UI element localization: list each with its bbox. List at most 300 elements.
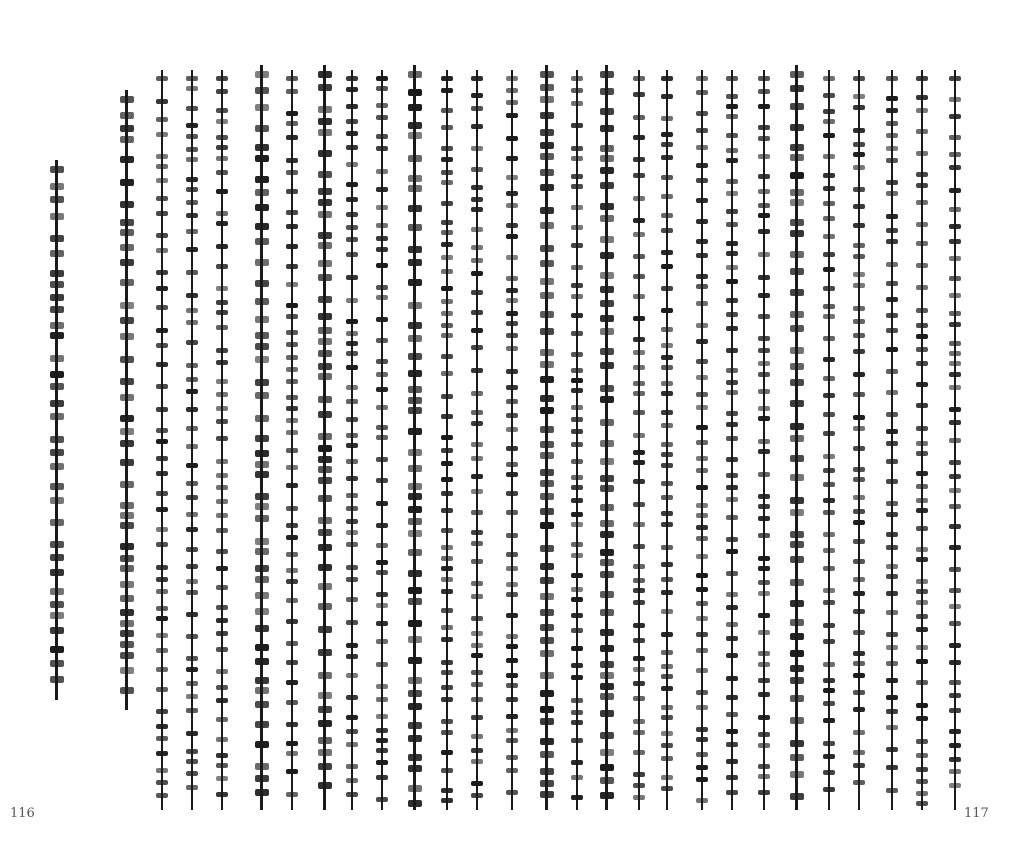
script-glyph [318, 749, 332, 756]
script-glyph [216, 776, 228, 781]
script-glyph [916, 484, 928, 489]
script-glyph [286, 535, 298, 540]
script-glyph [441, 88, 453, 93]
script-glyph [408, 735, 422, 742]
script-glyph [790, 556, 804, 563]
script-glyph [823, 76, 835, 81]
script-glyph [853, 283, 865, 288]
script-glyph [633, 623, 645, 628]
script-glyph [318, 84, 332, 91]
script-glyph [790, 695, 804, 702]
text-column [345, 70, 359, 810]
script-glyph [790, 189, 804, 196]
script-glyph [216, 528, 228, 533]
script-glyph [949, 188, 961, 193]
script-glyph [661, 664, 673, 669]
text-column [570, 70, 584, 810]
script-glyph [408, 302, 422, 309]
script-glyph [540, 441, 554, 448]
script-glyph [216, 89, 228, 94]
script-glyph [633, 391, 645, 396]
script-glyph [916, 680, 928, 685]
script-glyph [156, 736, 168, 741]
script-glyph [186, 731, 198, 736]
script-glyph [506, 369, 518, 374]
script-glyph [255, 189, 269, 196]
script-glyph [506, 491, 518, 496]
script-glyph [758, 406, 770, 411]
script-glyph [376, 236, 388, 241]
script-glyph [408, 722, 422, 729]
script-glyph [255, 71, 269, 78]
script-glyph [346, 673, 358, 678]
script-glyph [696, 616, 708, 621]
script-glyph [633, 667, 645, 672]
script-glyph [633, 460, 645, 465]
script-glyph [949, 504, 961, 509]
script-glyph [949, 604, 961, 609]
script-glyph [696, 219, 708, 224]
script-glyph [823, 109, 835, 114]
script-glyph [886, 545, 898, 550]
script-glyph [156, 507, 168, 512]
script-glyph [255, 677, 269, 684]
script-glyph [540, 71, 554, 78]
script-glyph [286, 641, 298, 646]
script-glyph [949, 97, 961, 102]
script-glyph [286, 418, 298, 423]
script-glyph [696, 90, 708, 95]
script-glyph [571, 243, 583, 248]
script-glyph [916, 659, 928, 664]
script-glyph [823, 393, 835, 398]
script-glyph [853, 426, 865, 431]
script-glyph [540, 637, 554, 644]
script-glyph [853, 477, 865, 482]
script-glyph [696, 323, 708, 328]
script-glyph [633, 588, 645, 593]
script-glyph [286, 619, 298, 624]
script-glyph [726, 222, 738, 227]
script-glyph [823, 304, 835, 309]
script-glyph [790, 541, 804, 548]
heading-column [600, 65, 614, 810]
script-glyph [949, 588, 961, 593]
script-stem [666, 70, 668, 810]
text-column [440, 70, 454, 810]
script-glyph [696, 554, 708, 559]
script-glyph [758, 472, 770, 477]
script-glyph [186, 495, 198, 500]
script-glyph [506, 446, 518, 451]
script-glyph [790, 793, 804, 800]
script-glyph [571, 174, 583, 179]
script-glyph [156, 793, 168, 798]
script-glyph [790, 199, 804, 206]
script-glyph [696, 727, 708, 732]
script-glyph [156, 248, 168, 253]
script-glyph [949, 135, 961, 140]
script-glyph [471, 368, 483, 373]
script-glyph [758, 89, 770, 94]
script-glyph [949, 311, 961, 316]
script-glyph [853, 415, 865, 420]
script-glyph [661, 786, 673, 791]
script-glyph [853, 333, 865, 338]
script-glyph [346, 654, 358, 659]
script-glyph [633, 218, 645, 223]
script-glyph [471, 410, 483, 415]
script-glyph [886, 412, 898, 417]
script-glyph [571, 522, 583, 527]
script-glyph [600, 71, 614, 78]
script-glyph [441, 230, 453, 235]
script-glyph [441, 528, 453, 533]
script-glyph [186, 612, 198, 617]
script-glyph [726, 265, 738, 270]
script-glyph [571, 597, 583, 602]
script-glyph [916, 801, 928, 806]
script-glyph [916, 151, 928, 156]
script-glyph [790, 455, 804, 462]
script-glyph [255, 223, 269, 230]
script-glyph [471, 197, 483, 202]
script-glyph [886, 369, 898, 374]
script-glyph [726, 497, 738, 502]
script-glyph [408, 570, 422, 577]
script-glyph [156, 196, 168, 201]
script-glyph [156, 633, 168, 638]
text-column [185, 70, 199, 810]
script-glyph [886, 678, 898, 683]
script-glyph [758, 662, 770, 667]
script-glyph [318, 626, 332, 633]
script-glyph [790, 740, 804, 747]
script-glyph [758, 252, 770, 257]
script-glyph [286, 210, 298, 215]
script-glyph [600, 792, 614, 799]
script-glyph [949, 567, 961, 572]
script-glyph [186, 308, 198, 313]
script-glyph [441, 286, 453, 291]
script-glyph [471, 442, 483, 447]
script-glyph [156, 527, 168, 532]
script-glyph [696, 239, 708, 244]
heading-column [318, 65, 332, 810]
script-glyph [661, 286, 673, 291]
script-glyph [661, 511, 673, 516]
script-glyph [50, 627, 64, 634]
script-glyph [726, 571, 738, 576]
script-glyph [949, 76, 961, 81]
script-glyph [696, 440, 708, 445]
script-glyph [758, 293, 770, 298]
script-glyph [216, 419, 228, 424]
script-glyph [156, 178, 168, 183]
script-glyph [916, 108, 928, 113]
script-glyph [949, 643, 961, 648]
script-glyph [286, 89, 298, 94]
script-glyph [916, 753, 928, 758]
script-glyph [216, 300, 228, 305]
script-glyph [540, 349, 554, 356]
script-glyph [506, 234, 518, 239]
script-glyph [696, 253, 708, 258]
script-glyph [506, 673, 518, 678]
script-glyph [506, 203, 518, 208]
script-glyph [441, 108, 453, 113]
script-glyph [186, 377, 198, 382]
script-glyph [633, 76, 645, 81]
script-glyph [853, 467, 865, 472]
script-glyph [346, 519, 358, 524]
script-glyph [696, 274, 708, 279]
script-glyph [823, 234, 835, 239]
text-column [470, 70, 484, 810]
script-glyph [916, 791, 928, 796]
script-glyph [726, 775, 738, 780]
script-glyph [216, 244, 228, 249]
script-glyph [823, 741, 835, 746]
script-glyph [696, 601, 708, 606]
script-glyph [50, 250, 64, 257]
script-glyph [216, 264, 228, 269]
script-glyph [346, 76, 358, 81]
script-glyph [823, 787, 835, 792]
script-glyph [318, 106, 332, 113]
script-glyph [156, 709, 168, 714]
heading-column [408, 65, 422, 810]
script-glyph [571, 294, 583, 299]
script-glyph [186, 320, 198, 325]
script-glyph [696, 178, 708, 183]
script-glyph [853, 577, 865, 582]
script-glyph [408, 754, 422, 761]
script-glyph [376, 621, 388, 626]
script-glyph [408, 259, 422, 266]
script-glyph [790, 531, 804, 538]
script-glyph [50, 497, 64, 504]
script-glyph [186, 667, 198, 672]
script-glyph [318, 118, 332, 125]
script-glyph [571, 205, 583, 210]
script-glyph [758, 533, 770, 538]
script-glyph [186, 134, 198, 139]
script-glyph [758, 203, 770, 208]
script-glyph [916, 222, 928, 227]
script-glyph [949, 351, 961, 356]
script-glyph [600, 591, 614, 598]
script-glyph [853, 142, 865, 147]
script-glyph [441, 242, 453, 247]
script-glyph [408, 175, 422, 182]
script-glyph [916, 361, 928, 366]
script-glyph [823, 548, 835, 553]
script-glyph [156, 305, 168, 310]
script-glyph [853, 392, 865, 397]
script-glyph [286, 282, 298, 287]
text-column [660, 70, 674, 810]
script-glyph [758, 189, 770, 194]
script-glyph [661, 442, 673, 447]
script-glyph [823, 314, 835, 319]
script-glyph [216, 685, 228, 690]
script-glyph [949, 165, 961, 170]
script-glyph [318, 71, 332, 78]
script-glyph [441, 670, 453, 675]
script-glyph [790, 219, 804, 226]
script-glyph [571, 512, 583, 517]
script-glyph [853, 306, 865, 311]
script-glyph [886, 429, 898, 434]
script-glyph [661, 391, 673, 396]
script-glyph [726, 592, 738, 597]
script-glyph [255, 775, 269, 782]
script-glyph [540, 751, 554, 758]
script-glyph [540, 292, 554, 299]
text-column [885, 70, 899, 810]
script-glyph [949, 524, 961, 529]
script-glyph [408, 598, 422, 605]
script-glyph [471, 793, 483, 798]
script-glyph [949, 708, 961, 713]
script-glyph [758, 174, 770, 179]
script-glyph [758, 125, 770, 130]
script-glyph [471, 510, 483, 515]
script-glyph [346, 433, 358, 438]
script-glyph [633, 232, 645, 237]
script-glyph [886, 459, 898, 464]
script-glyph [726, 636, 738, 641]
script-glyph [540, 112, 554, 119]
script-glyph [408, 690, 422, 697]
script-glyph [186, 512, 198, 517]
script-glyph [255, 515, 269, 522]
script-glyph [376, 560, 388, 565]
script-glyph [633, 274, 645, 279]
script-glyph [758, 361, 770, 366]
script-glyph [661, 463, 673, 468]
script-glyph [790, 379, 804, 386]
script-glyph [661, 381, 673, 386]
script-glyph [50, 588, 64, 595]
script-glyph [156, 542, 168, 547]
script-glyph [318, 313, 332, 320]
script-glyph [853, 243, 865, 248]
script-glyph [408, 449, 422, 456]
script-glyph [633, 719, 645, 724]
script-glyph [823, 482, 835, 487]
script-glyph [696, 525, 708, 530]
script-glyph [506, 413, 518, 418]
script-glyph [471, 456, 483, 461]
script-glyph [726, 436, 738, 441]
script-glyph [186, 389, 198, 394]
script-glyph [318, 411, 332, 418]
script-glyph [318, 373, 332, 380]
script-glyph [186, 229, 198, 234]
script-glyph [853, 690, 865, 695]
script-glyph [376, 187, 388, 192]
script-glyph [156, 270, 168, 275]
script-glyph [376, 263, 388, 268]
script-glyph [156, 99, 168, 104]
script-glyph [853, 630, 865, 635]
script-glyph [661, 327, 673, 332]
script-glyph [886, 281, 898, 286]
script-glyph [633, 750, 645, 755]
script-glyph [120, 333, 134, 340]
script-glyph [949, 488, 961, 493]
text-column [375, 70, 389, 810]
script-glyph [216, 585, 228, 590]
script-glyph [661, 522, 673, 527]
script-glyph [408, 89, 422, 96]
script-glyph [949, 729, 961, 734]
script-glyph [696, 339, 708, 344]
script-glyph [600, 362, 614, 369]
script-glyph [346, 792, 358, 797]
script-glyph [886, 121, 898, 126]
script-glyph [540, 84, 554, 91]
script-glyph [286, 660, 298, 665]
script-glyph [571, 553, 583, 558]
script-glyph [506, 683, 518, 688]
script-glyph [376, 405, 388, 410]
script-glyph [471, 594, 483, 599]
script-glyph [600, 693, 614, 700]
script-glyph [376, 317, 388, 322]
script-glyph [186, 270, 198, 275]
script-glyph [50, 660, 64, 667]
script-glyph [216, 392, 228, 397]
script-glyph [853, 730, 865, 735]
script-glyph [949, 407, 961, 412]
script-glyph [286, 303, 298, 308]
script-glyph [758, 154, 770, 159]
script-glyph [886, 532, 898, 537]
script-glyph [600, 559, 614, 566]
script-glyph [916, 347, 928, 352]
script-glyph [216, 753, 228, 758]
script-glyph [726, 390, 738, 395]
script-glyph [318, 350, 332, 357]
script-glyph [506, 311, 518, 316]
script-glyph [408, 483, 422, 490]
script-glyph [120, 652, 134, 659]
script-glyph [50, 554, 64, 561]
script-glyph [318, 327, 332, 334]
script-glyph [790, 633, 804, 640]
script-glyph [120, 378, 134, 385]
script-glyph [633, 795, 645, 800]
script-glyph [471, 391, 483, 396]
script-glyph [120, 512, 134, 519]
script-glyph [441, 461, 453, 466]
script-glyph [600, 520, 614, 527]
script-glyph [600, 272, 614, 279]
script-glyph [886, 591, 898, 596]
script-glyph [216, 286, 228, 291]
script-glyph [726, 485, 738, 490]
script-glyph [286, 523, 298, 528]
script-glyph [408, 353, 422, 360]
script-glyph [186, 213, 198, 218]
script-glyph [441, 719, 453, 724]
script-glyph [286, 367, 298, 372]
script-glyph [286, 700, 298, 705]
script-glyph [886, 108, 898, 113]
